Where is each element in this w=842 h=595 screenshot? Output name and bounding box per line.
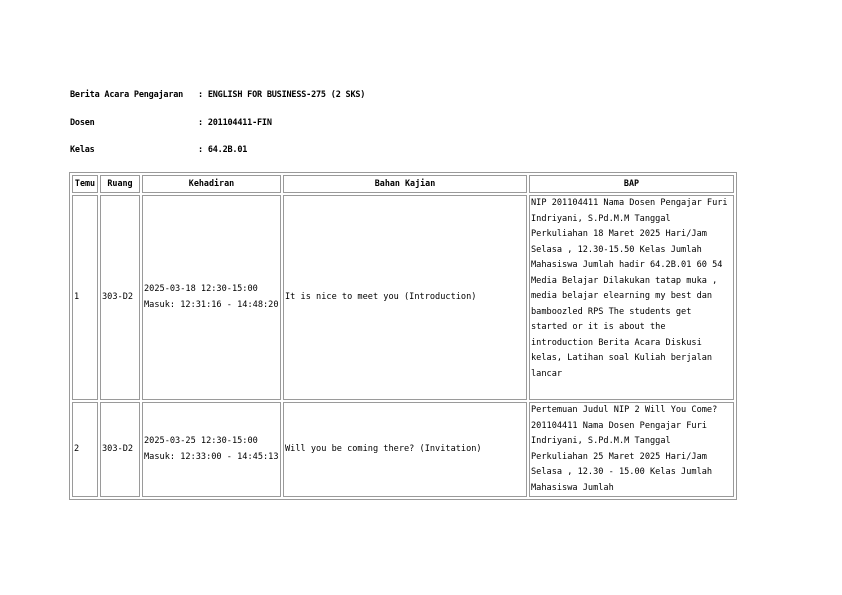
- col-header-bahan-kajian: Bahan Kajian: [283, 175, 527, 193]
- cell-temu: 2: [72, 402, 98, 497]
- col-header-kehadiran: Kehadiran: [142, 175, 281, 193]
- header-value: : 201104411-FIN: [198, 118, 272, 128]
- col-header-ruang: Ruang: [100, 175, 140, 193]
- cell-ruang: 303-D2: [100, 195, 140, 400]
- header-row-course: [70, 90, 365, 100]
- cell-temu: 1: [72, 195, 98, 400]
- cell-bahan-kajian: It is nice to meet you (Introduction): [283, 195, 527, 400]
- table-header-row: [72, 175, 734, 193]
- cell-ruang: 303-D2: [100, 402, 140, 497]
- header-label: Kelas: [70, 145, 95, 155]
- header-value: : 64.2B.01: [198, 145, 248, 155]
- header-label: Dosen: [70, 118, 95, 128]
- cell-bahan-kajian: Will you be coming there? (Invitation): [283, 402, 527, 497]
- cell-bap: Pertemuan Judul NIP 2 Will You Come? 201104411 Nama Dosen Pengajar Furi Indriyani, S.Pd.M.M Tanggal Perkuliahan 25 Maret 2025 Hari/Jam Selasa , 12.30 - 15.00 Kelas Jumlah Mahasiswa Jumlah: [529, 402, 734, 497]
- cell-bap: NIP 201104411 Nama Dosen Pengajar Furi Indriyani, S.Pd.M.M Tanggal Perkuliahan 18 Maret 2025 Hari/Jam Selasa , 12.30-15.50 Kelas Jumlah Mahasiswa Jumlah hadir 64.2B.01 60 54 Media Belajar Dilakukan tatap muka , media belajar elearning my best dan bamboozled RPS The students get started or it is about the introduction Berita Acara Diskusi kelas, Latihan soal Kuliah berjalan lancar: [529, 195, 734, 400]
- table-row: [72, 195, 734, 400]
- header-label: Berita Acara Pengajaran: [70, 90, 184, 100]
- cell-kehadiran: 2025-03-18 12:30-15:00 Masuk: 12:31:16 - 14:48:20: [142, 195, 281, 400]
- header-row-lecturer: [70, 118, 272, 128]
- header-value: : ENGLISH FOR BUSINESS-275 (2 SKS): [198, 90, 366, 100]
- bap-table: [69, 172, 737, 500]
- cell-kehadiran: 2025-03-25 12:30-15:00 Masuk: 12:33:00 - 14:45:13: [142, 402, 281, 497]
- table-row: [72, 402, 734, 497]
- col-header-bap: BAP: [529, 175, 734, 193]
- header-row-class: [70, 145, 247, 155]
- col-header-temu: Temu: [72, 175, 98, 193]
